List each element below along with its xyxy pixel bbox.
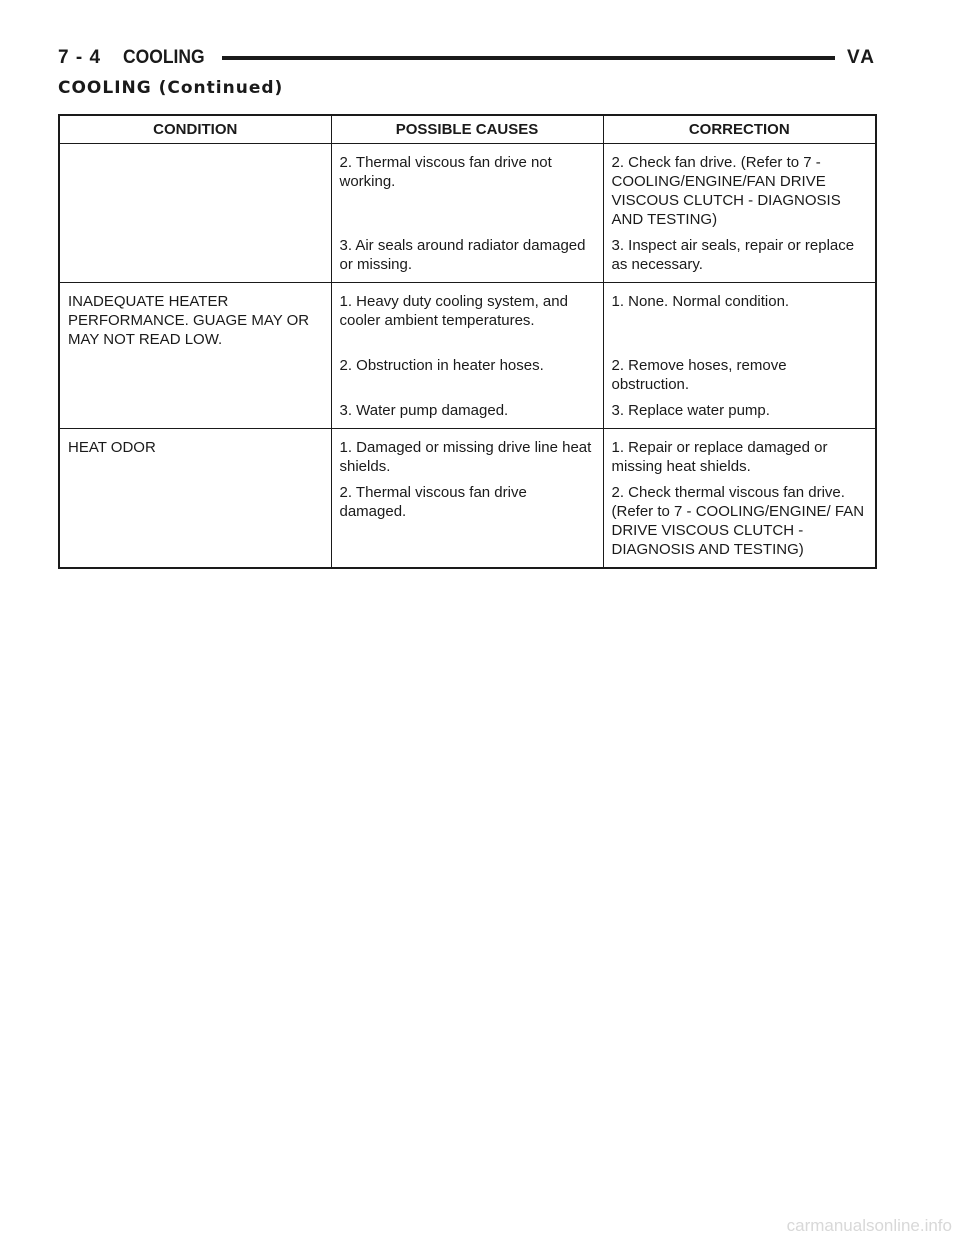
cause-cell: 3. Air seals around radiator damaged or missing. (331, 232, 603, 283)
table-row (59, 429, 876, 480)
cause-cell: 1. Damaged or missing drive line heat shields. (331, 429, 603, 480)
diagnosis-table (58, 114, 877, 569)
condition-cell (59, 479, 331, 568)
table-row (59, 283, 876, 353)
cause-cell: 1. Heavy duty cooling system, and cooler ambient temperatures. (331, 283, 603, 353)
header-rule (222, 56, 835, 60)
table-row (59, 352, 876, 397)
table-row (59, 397, 876, 429)
correction-cell: 3. Replace water pump. (603, 397, 876, 429)
table-row (59, 479, 876, 568)
correction-cell: 2. Check fan drive. (Refer to 7 - COOLING/ENGINE/FAN DRIVE VISCOUS CLUTCH - DIAGNOSIS AND TESTING) (603, 144, 876, 233)
chapter-title: COOLING (123, 47, 205, 68)
page-number: 7 - 4 (58, 47, 102, 68)
vehicle-code: VA (847, 47, 876, 68)
cause-cell: 2. Obstruction in heater hoses. (331, 352, 603, 397)
section-title: COOLING (Continued) (58, 78, 284, 98)
condition-cell (59, 232, 331, 283)
watermark: carmanualsonline.info (786, 1216, 952, 1235)
table-row (59, 144, 876, 233)
correction-cell: 1. None. Normal condition. (603, 283, 876, 353)
cause-cell: 3. Water pump damaged. (331, 397, 603, 429)
column-header-possible-causes: POSSIBLE CAUSES (331, 115, 603, 144)
correction-cell: 3. Inspect air seals, repair or replace as necessary. (603, 232, 876, 283)
condition-cell (59, 352, 331, 397)
page-header (58, 44, 876, 72)
condition-cell: INADEQUATE HEATER PERFORMANCE. GUAGE MAY OR MAY NOT READ LOW. (59, 283, 331, 353)
correction-cell: 2. Check thermal viscous fan drive. (Refer to 7 - COOLING/ENGINE/ FAN DRIVE VISCOUS CLUTCH - DIAGNOSIS AND TESTING) (603, 479, 876, 568)
cause-cell: 2. Thermal viscous fan drive not working. (331, 144, 603, 233)
correction-cell: 1. Repair or replace damaged or missing heat shields. (603, 429, 876, 480)
column-header-condition: CONDITION (59, 115, 331, 144)
column-header-correction: CORRECTION (603, 115, 876, 144)
table-header-row (59, 115, 876, 144)
table-row (59, 232, 876, 283)
correction-cell: 2. Remove hoses, remove obstruction. (603, 352, 876, 397)
condition-cell (59, 397, 331, 429)
condition-cell: HEAT ODOR (59, 429, 331, 480)
condition-cell (59, 144, 331, 233)
cause-cell: 2. Thermal viscous fan drive damaged. (331, 479, 603, 568)
